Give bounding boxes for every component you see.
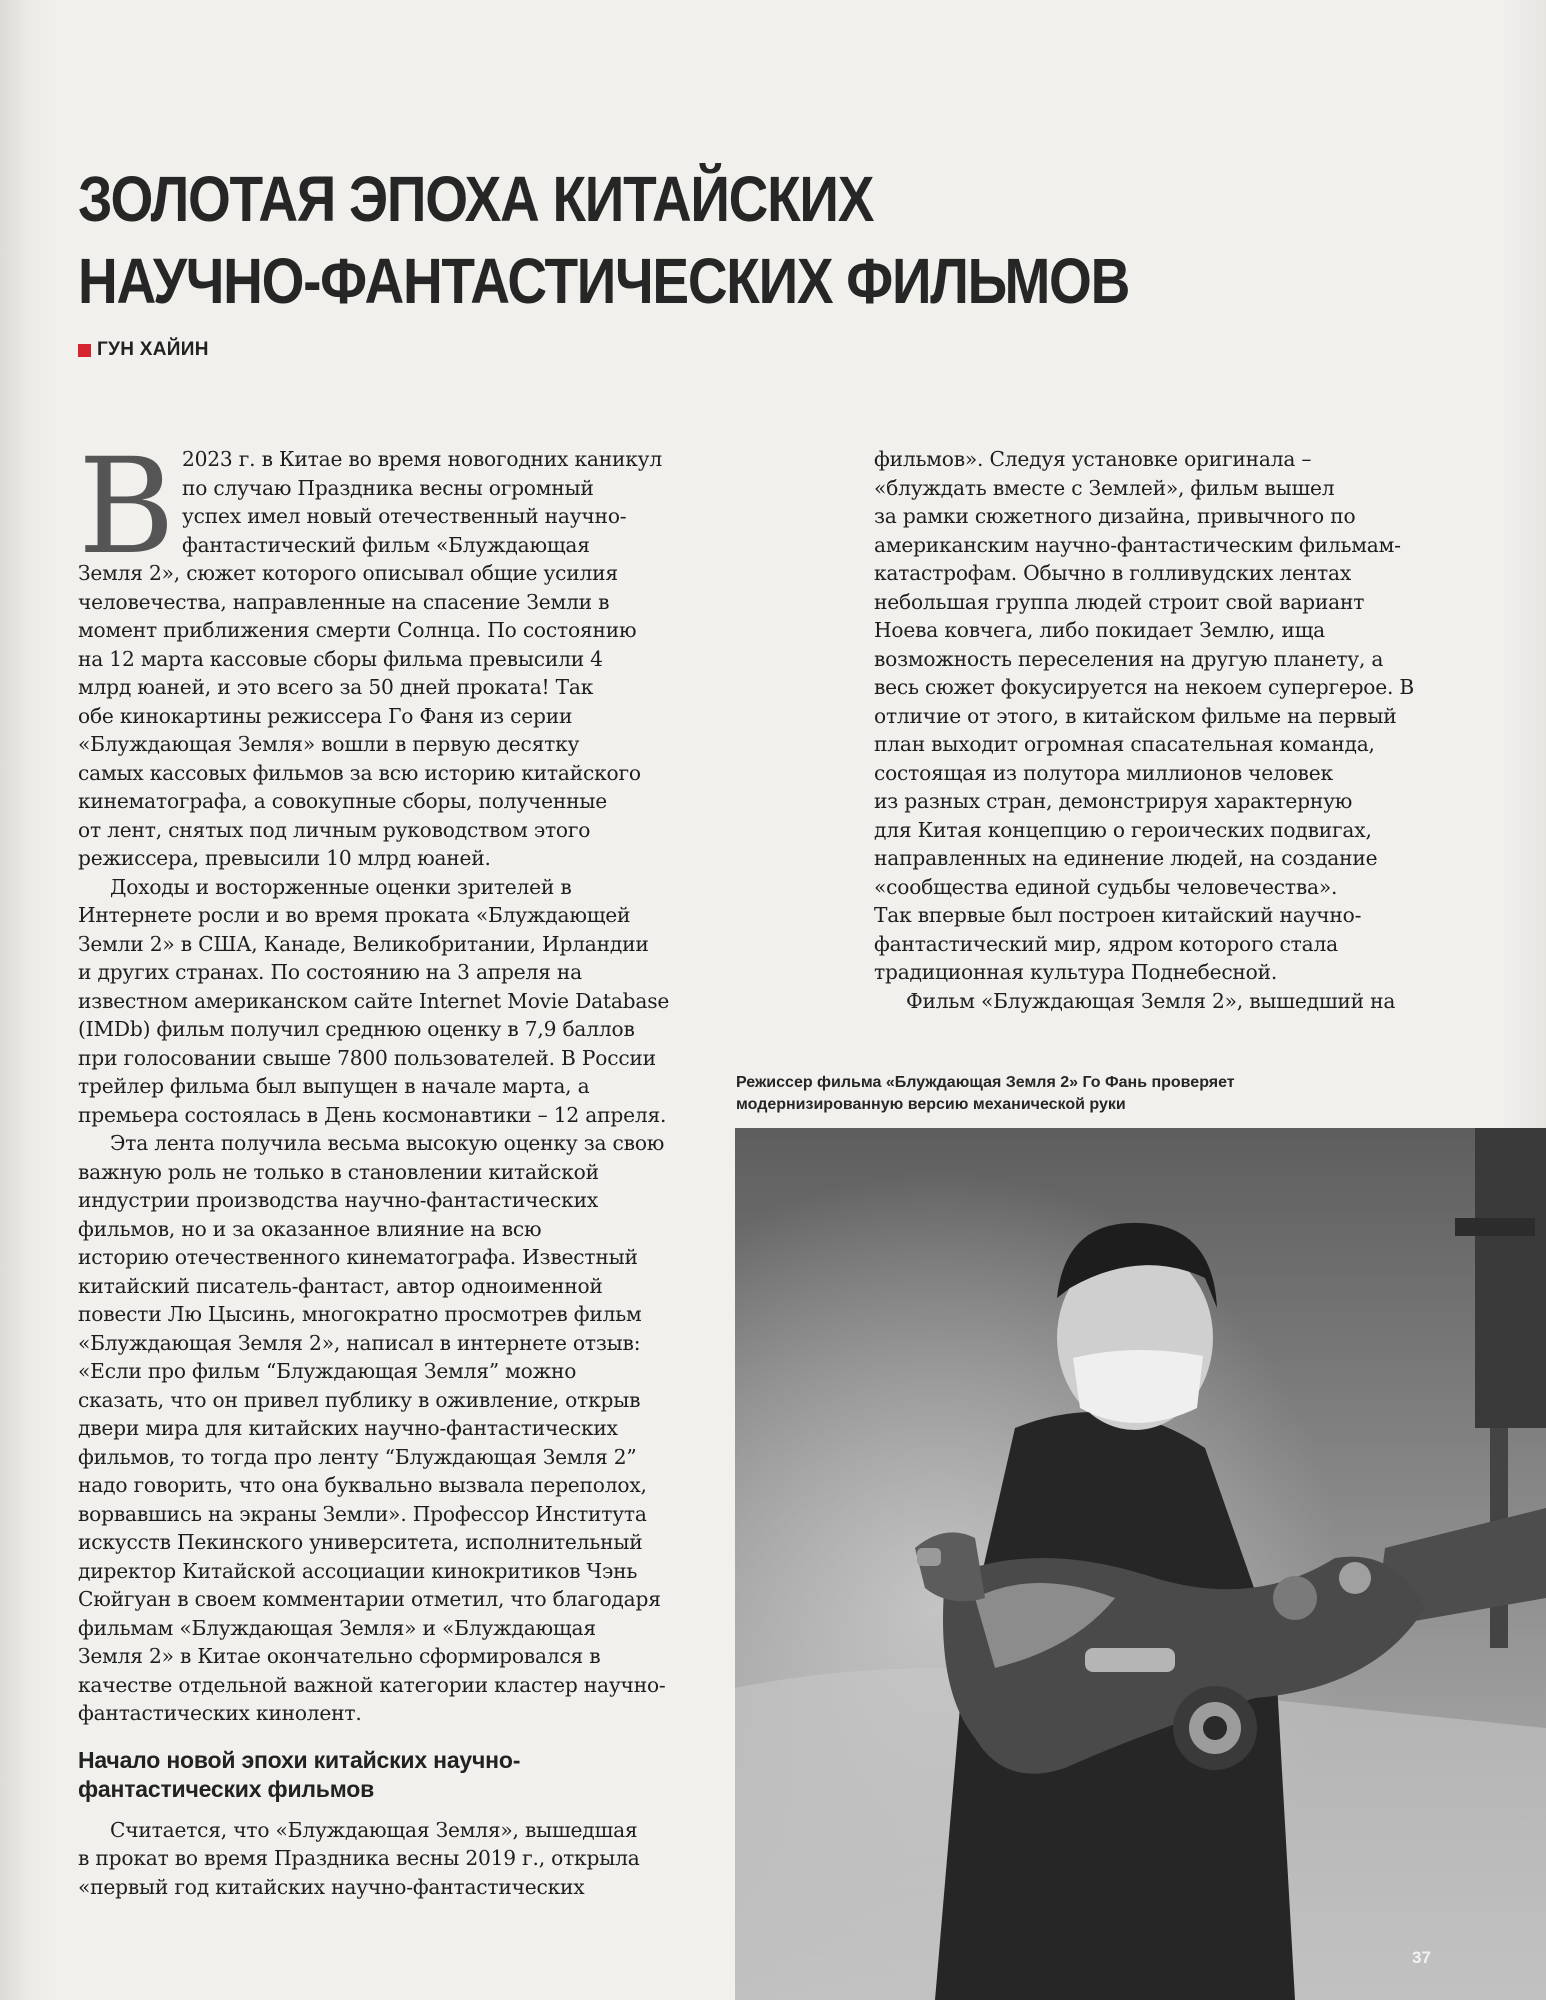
text-line: ворвавшись на экраны Земли». Профессор Института: [78, 1501, 647, 1526]
text-line: фильмов, но и за оказанное влияние на всю: [78, 1216, 542, 1241]
text-line: «первый год китайских научно-фантастических: [78, 1874, 585, 1899]
text-line: из разных стран, демонстрируя характерную: [874, 789, 1353, 813]
text-line: самых кассовых фильмов за всю историю китайского: [78, 760, 641, 785]
paragraph-5: [874, 445, 1434, 987]
paragraph-4: [78, 1816, 678, 1902]
paragraph-1: [78, 430, 678, 873]
text-line: по случаю Праздника весны огромный: [182, 475, 594, 500]
text-line: фантастический мир, ядром которого стала: [874, 931, 1338, 956]
page-number: 37: [1412, 1948, 1431, 1967]
text-line: в прокат во время Праздника весны 2019 г., открыла: [78, 1846, 640, 1870]
text-line: искусств Пекинского университета, исполнительный: [78, 1530, 643, 1554]
text-line: «Блуждающая Земля» вошли в первую десятку: [78, 732, 580, 756]
text-line: план выходит огромная спасательная команда,: [874, 732, 1375, 756]
text-line: 2023 г. в Китае во время новогодних каникул: [182, 447, 662, 471]
text-line: премьера состоялась в День космонавтики – 12 апреля.: [78, 1102, 667, 1127]
text-line: человечества, направленные на спасение Земли в: [78, 589, 610, 614]
text-line: Земля 2» в Китае окончательно сформировался в: [78, 1644, 601, 1668]
text-line: и других странах. По состоянию на 3 апреля на: [78, 960, 582, 984]
photo-illustration: [735, 1128, 1546, 2000]
text-line: «сообщества единой судьбы человечества».: [874, 874, 1338, 899]
text-line: фильмов». Следуя установке оригинала –: [874, 447, 1312, 471]
paragraph-3: [78, 1129, 678, 1728]
text-line: фантастических фильмов: [78, 1775, 375, 1802]
text-line: Земля 2», сюжет которого описывал общие усилия: [78, 561, 618, 585]
text-line: состоящая из полутора миллионов человек: [874, 760, 1333, 785]
text-line: (IMDb) фильм получил среднюю оценку в 7,9 баллов: [78, 1017, 635, 1041]
title-line-1: ЗОЛОТАЯ ЭПОХА КИТАЙСКИХ: [78, 163, 874, 235]
photo-caption: [736, 1072, 1416, 1116]
text-line: за рамки сюжетного дизайна, привычного по: [874, 504, 1356, 528]
text-line: на 12 марта кассовые сборы фильма превысили 4: [78, 646, 603, 671]
text-line: возможность переселения на другую планету, а: [874, 646, 1384, 671]
text-line: Эта лента получила весьма высокую оценку за свою: [110, 1131, 665, 1155]
caption-line-1: Режиссер фильма «Блуждающая Земля 2» Го Фань проверяет: [736, 1074, 1235, 1091]
text-line: важную роль не только в становлении китайской: [78, 1159, 599, 1184]
text-line: «блуждать вместе с Землей», фильм вышел: [874, 475, 1335, 500]
text-line: успех имел новый отечественный научно-: [182, 504, 627, 528]
text-line: весь сюжет фокусируется на некоем супергерое. В: [874, 675, 1415, 699]
author-name: ГУН ХАЙИН: [97, 339, 209, 360]
text-line: надо говорить, что она буквально вызвала переполох,: [78, 1473, 647, 1497]
text-line: направленных на единение людей, на создание: [874, 846, 1378, 870]
text-line: Доходы и восторженные оценки зрителей в: [110, 874, 572, 899]
text-line: млрд юаней, и это всего за 50 дней проката! Так: [78, 675, 594, 699]
photo-director-with-mechanical-arm: [735, 1128, 1546, 2000]
text-line: индустрии производства научно-фантастических: [78, 1188, 599, 1212]
paragraph-6: [874, 987, 1434, 1016]
section-subheading: [78, 1746, 678, 1804]
text-line: катастрофам. Обычно в голливудских лентах: [874, 561, 1352, 585]
text-line: фантастических кинолент.: [78, 1701, 362, 1725]
text-line: кинематографа, а совокупные сборы, полученные: [78, 789, 607, 813]
text-line: для Китая концепцию о героических подвигах,: [874, 817, 1372, 842]
text-line: американским научно-фантастическим фильмам-: [874, 532, 1401, 557]
text-line: Земли 2» в США, Канаде, Великобритании, Ирландии: [78, 931, 649, 956]
text-line: Сюйгуан в своем комментарии отметил, что благодаря: [78, 1587, 661, 1611]
text-line: историю отечественного кинематографа. Известный: [78, 1245, 638, 1269]
paragraph-2: [78, 873, 678, 1130]
drop-cap: В: [78, 430, 175, 584]
text-line: повести Лю Цысинь, многократно просмотрев фильм: [78, 1302, 642, 1326]
byline: [78, 339, 209, 361]
text-line: фантастический фильм «Блуждающая: [182, 532, 590, 557]
text-line: двери мира для китайских научно-фантастических: [78, 1416, 618, 1440]
text-line: традиционная культура Поднебесной.: [874, 960, 1278, 984]
text-line: «Если про фильм “Блуждающая Земля” можно: [78, 1359, 577, 1383]
right-column: [874, 445, 1434, 1015]
text-line: фильмов, то тогда про ленту “Блуждающая Земля 2”: [78, 1444, 637, 1469]
text-line: известном американском сайте Internet Movie Database: [78, 988, 670, 1013]
left-column: [78, 430, 678, 1901]
text-line: директор Китайской ассоциации кинокритиков Чэнь: [78, 1558, 638, 1583]
text-line: Начало новой эпохи китайских научно-: [78, 1746, 521, 1773]
text-line: Интернете росли и во время проката «Блуждающей: [78, 903, 631, 927]
text-line: от лент, снятых под личным руководством этого: [78, 817, 591, 842]
text-line: Фильм «Блуждающая Земля 2», вышедший на: [906, 988, 1396, 1013]
text-line: момент приближения смерти Солнца. По состоянию: [78, 618, 637, 642]
text-line: трейлер фильма был выпущен в начале марта, а: [78, 1074, 590, 1098]
text-line: при голосовании свыше 7800 пользователей. В России: [78, 1045, 656, 1070]
text-line: сказать, что он привел публику в оживление, открыв: [78, 1387, 641, 1412]
text-line: режиссера, превысили 10 млрд юаней.: [78, 846, 491, 870]
text-line: фильмам «Блуждающая Земля» и «Блуждающая: [78, 1615, 596, 1640]
page-title: [78, 158, 1196, 322]
text-line: небольшая группа людей строит свой вариант: [874, 589, 1365, 614]
text-line: отличие от этого, в китайском фильме на первый: [874, 703, 1397, 728]
title-line-2: НАУЧНО-ФАНТАСТИЧЕСКИХ ФИЛЬМОВ: [78, 245, 1130, 317]
caption-line-2: модернизированную версию механической руки: [736, 1096, 1126, 1113]
text-line: качестве отдельной важной категории кластер научно-: [78, 1672, 666, 1697]
text-line: китайский писатель-фантаст, автор одноименной: [78, 1273, 603, 1298]
text-line: обе кинокартины режиссера Го Фаня из серии: [78, 703, 573, 728]
red-square-icon: [78, 344, 91, 357]
text-line: «Блуждающая Земля 2», написал в интернете отзыв:: [78, 1330, 641, 1355]
text-line: Так впервые был построен китайский научно-: [874, 903, 1362, 927]
text-line: Ноева ковчега, либо покидает Землю, ища: [874, 618, 1326, 642]
text-line: Считается, что «Блуждающая Земля», вышедшая: [110, 1817, 638, 1842]
